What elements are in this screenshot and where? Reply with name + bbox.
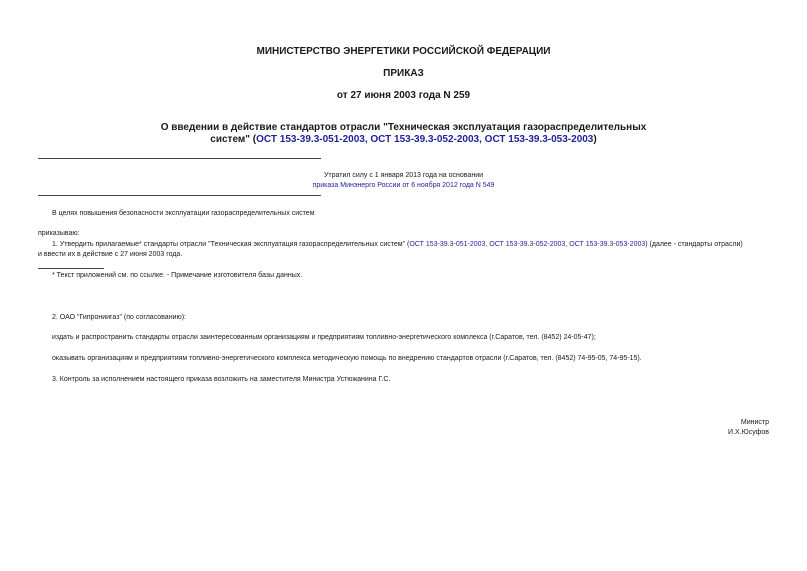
intro-paragraph: В целях повышения безопасности эксплуатации газораспределительных систем <box>52 210 315 217</box>
title-suffix: ) <box>593 134 597 145</box>
item1-prefix: 1. Утвердить прилагаемые* стандарты отрасли "Техническая эксплуатация газораспределительных систем" ( <box>52 241 410 248</box>
footnote: * Текст приложений см. по ссылке. - Примечание изготовителя базы данных. <box>52 272 303 279</box>
item3: 3. Контроль за исполнением настоящего приказа возложить на заместителя Министра Устюжанина Г.С. <box>52 376 391 383</box>
signature-name: И.Х.Юсуфов <box>728 429 769 436</box>
standards-link-body[interactable]: ОСТ 153-39.3-051-2003, ОСТ 153-39.3-052-2003, ОСТ 153-39.3-053-2003 <box>409 241 646 248</box>
document-title-line2 <box>0 134 807 145</box>
document-title-line1: О введении в действие стандартов отрасли "Техническая эксплуатация газораспределительных <box>160 122 647 133</box>
item2-publish: издать и распространить стандарты отрасли заинтересованным организациям и предприятиям топливно-энергетического комплекса (г.Саратов, тел. (8452) 24-05-47); <box>52 334 596 341</box>
document-type: ПРИКАЗ <box>383 68 424 79</box>
divider-top <box>38 158 321 159</box>
date-number: от 27 июня 2003 года N 259 <box>336 90 471 101</box>
item2-assist: оказывать организациям и предприятиям топливно-энергетического комплекса методическую помощь по внедрению стандартов отрасли (г.Саратов, тел. (8452) 74-95-05, 74-95-15). <box>52 355 642 362</box>
standards-link-title[interactable]: ОСТ 153-39.3-051-2003, ОСТ 153-39.3-052-2003, ОСТ 153-39.3-053-2003 <box>256 134 594 145</box>
signature-position: Министр <box>740 419 769 426</box>
item1-line2: и ввести их в действие с 27 июня 2003 года. <box>38 251 183 258</box>
title-prefix: систем" ( <box>210 134 257 145</box>
item1-suffix: ) (далее - стандарты отрасли) <box>645 241 743 248</box>
item2-heading: 2. ОАО "Гипрониигаз" (по согласованию): <box>52 314 187 321</box>
footnote-divider <box>38 268 104 269</box>
divider-bottom <box>38 195 321 196</box>
status-link-line <box>0 181 807 191</box>
status-line: Утратил силу с 1 января 2013 года на основании <box>323 172 484 179</box>
revocation-order-link[interactable]: приказа Минэнерго России от 6 ноября 2012 года N 549 <box>312 182 495 189</box>
order-word: приказываю: <box>38 230 80 237</box>
ministry-heading: МИНИСТЕРСТВО ЭНЕРГЕТИКИ РОССИЙСКОЙ ФЕДЕРАЦИИ <box>256 46 551 57</box>
item1-line1 <box>52 240 743 250</box>
